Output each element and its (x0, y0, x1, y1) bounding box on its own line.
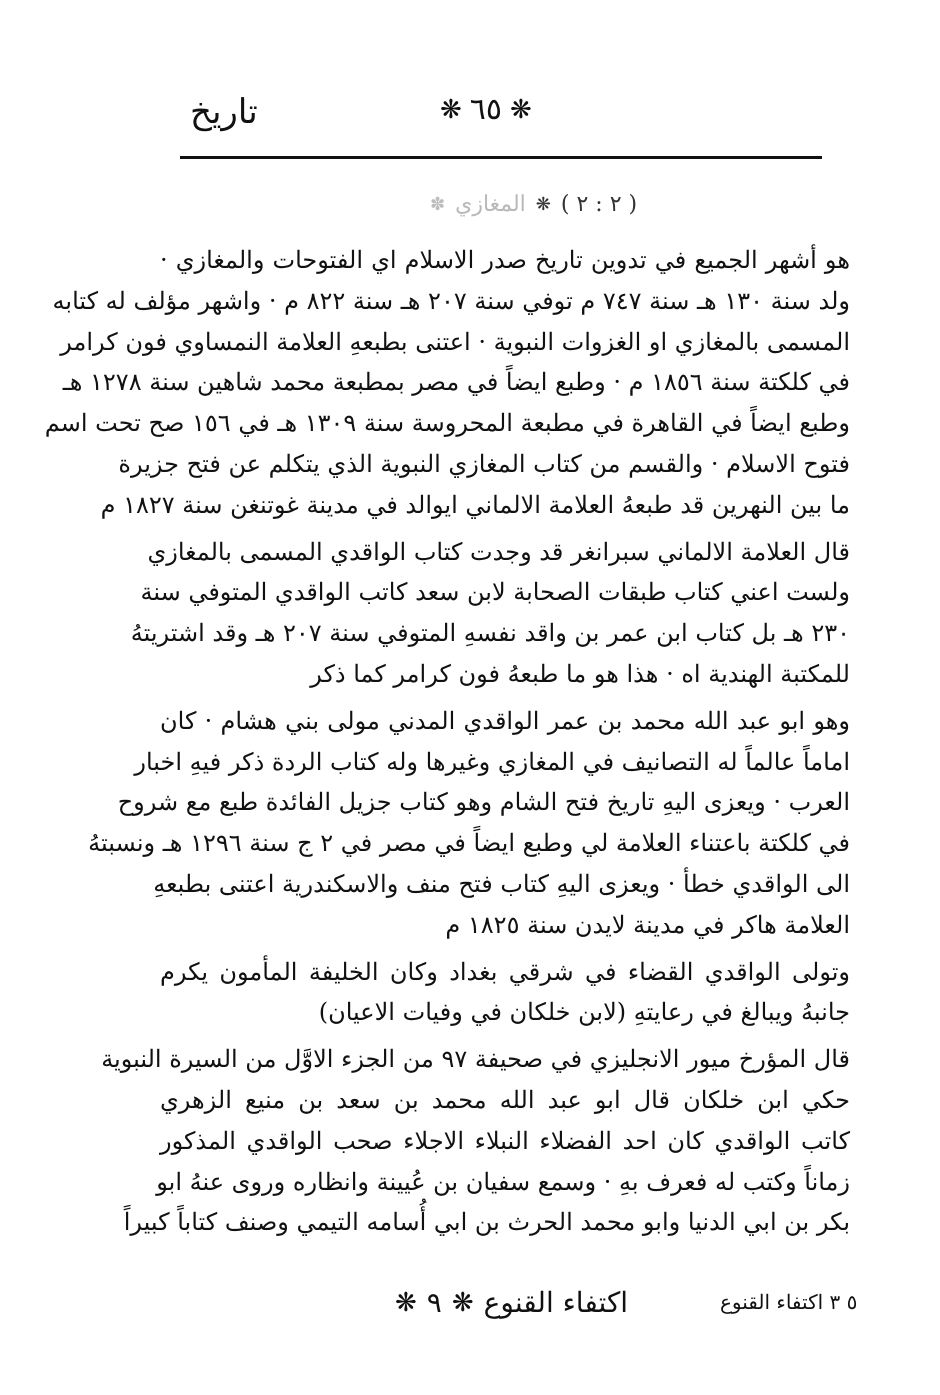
running-title: تاريخ (190, 92, 258, 132)
text-line: الى الواقدي خطأ · ويعزى اليهِ كتاب فتح منف والاسكندرية اعتنى بطبعهِ (153, 869, 850, 898)
text-line: ما بين النهرين قد طبعهُ العلامة الالماني ايوالد في مدينة غوتنغن سنة ١٨٢٧ م (100, 490, 850, 519)
header-rule (180, 156, 822, 159)
page-number: ٦٥ (469, 92, 503, 127)
text-line: وطبع ايضاً في القاهرة في مطبعة المحروسة سنة ١٣٠٩ هـ في ١٥٦ صح تحت اسم (44, 409, 850, 438)
text-line: اماماً عالماً له التصانيف في المغازي وغيرها وله كتاب الردة ذكر فيهِ اخبار (134, 747, 850, 776)
section-faded-text: المغازي (455, 192, 526, 217)
text-line: في كلكتة سنة ١٨٥٦ م · وطبع ايضاً في مصر بمطبعة محمد شاهين سنة ١٢٧٨ هـ (62, 368, 850, 397)
text-line: المسمى بالمغازي او الغزوات النبوية · اعتنى بطبعهِ العلامة النمساوي فون كرامر (60, 327, 850, 356)
footer-mark (395, 1286, 628, 1319)
text-line: ٢٣٠ هـ بل كتاب ابن عمر بن واقد نفسهِ المتوفي سنة ٢٠٧ هـ وقد اشتريتهُ (130, 619, 850, 648)
footer-ornament-icon: ❋ (451, 1287, 474, 1318)
footer-title: اكتفاء القنوع (483, 1286, 629, 1319)
text-line: قال المؤرخ ميور الانجليزي في صحيفة ٩٧ من الجزء الاوَّل من السيرة النبوية (101, 1045, 850, 1074)
text-line: زماناً وكتب له فعرف بهِ · وسمع سفيان بن عُيينة وانظاره وروى عنهُ ابو (156, 1167, 850, 1196)
text-line: كاتب الواقدي كان احد الفضلاء النبلاء الاجلاء صحب الواقدي المذكور (160, 1126, 850, 1155)
paragraph (101, 1039, 850, 1243)
body-text (44, 240, 850, 1249)
section-label: ( ٢ : ٢ ) (560, 192, 638, 217)
text-line: العرب · ويعزى اليهِ تاريخ فتح الشام وهو كتاب جزيل الفائدة طبع مع شروح (117, 788, 850, 817)
signature-mark: ٥ ٣ اكتفاء القنوع (720, 1290, 858, 1314)
text-line: بكر بن ابي الدنيا وابو محمد الحرث بن ابي أُسامه التيمي وصنف كتاباً كبيراً (123, 1208, 850, 1237)
paragraph (44, 240, 850, 526)
text-line: قال العلامة الالماني سبرانغر قد وجدت كتاب الواقدي المسمى بالمغازي (147, 537, 850, 566)
text-line: ولست اعني كتاب طبقات الصحابة لابن سعد كاتب الواقدي المتوفي سنة (140, 578, 850, 607)
paragraph (88, 701, 850, 946)
text-line: للمكتبة الهندية اه · هذا هو ما طبعهُ فون كرامر كما ذكر (310, 659, 850, 688)
faded-ornament-icon: ✽ (430, 193, 446, 215)
text-line: في كلكتة باعتناء العلامة لي وطبع ايضاً في مصر في ٢ ج سنة ١٢٩٦ هـ ونسبتهُ (88, 829, 850, 858)
section-ornament-icon: ❋ (535, 193, 551, 215)
ornament-left-icon: ❋ (440, 94, 462, 125)
text-line: العلامة هاكر في مدينة لايدن سنة ١٨٢٥ م (445, 910, 850, 939)
text-line: هو أشهر الجميع في تدوين تاريخ صدر الاسلام اي الفتوحات والمغازي · (160, 246, 850, 274)
ornament-right-icon: ❋ (510, 94, 532, 125)
text-line: وتولى الواقدي القضاء في شرقي بغداد وكان الخليفة المأمون يكرم (160, 957, 850, 986)
page-number-group (440, 92, 532, 127)
footer-page-mark: ٩ (426, 1286, 442, 1319)
text-line: وهو ابو عبد الله محمد بن عمر الواقدي المدني مولى بني هشام · كان (160, 706, 850, 735)
text-line: ولد سنة ١٣٠ هـ سنة ٧٤٧ م توفي سنة ٢٠٧ هـ سنة ٨٢٢ م · واشهر مؤلف له كتابه (52, 286, 850, 315)
section-mark (430, 192, 637, 217)
text-line: فتوح الاسلام · والقسم من كتاب المغازي النبوية الذي يتكلم عن فتح جزيرة (118, 449, 850, 478)
text-line: جانبهُ ويبالغ في رعايتهِ (لابن خلكان في وفيات الاعيان) (318, 998, 850, 1027)
text-line: حكي ابن خلكان قال ابو عبد الله محمد بن سعد بن منيع الزهري (160, 1085, 850, 1114)
footer-ornament-icon: ❋ (395, 1287, 417, 1318)
paragraph (130, 532, 850, 695)
paragraph (160, 952, 850, 1034)
